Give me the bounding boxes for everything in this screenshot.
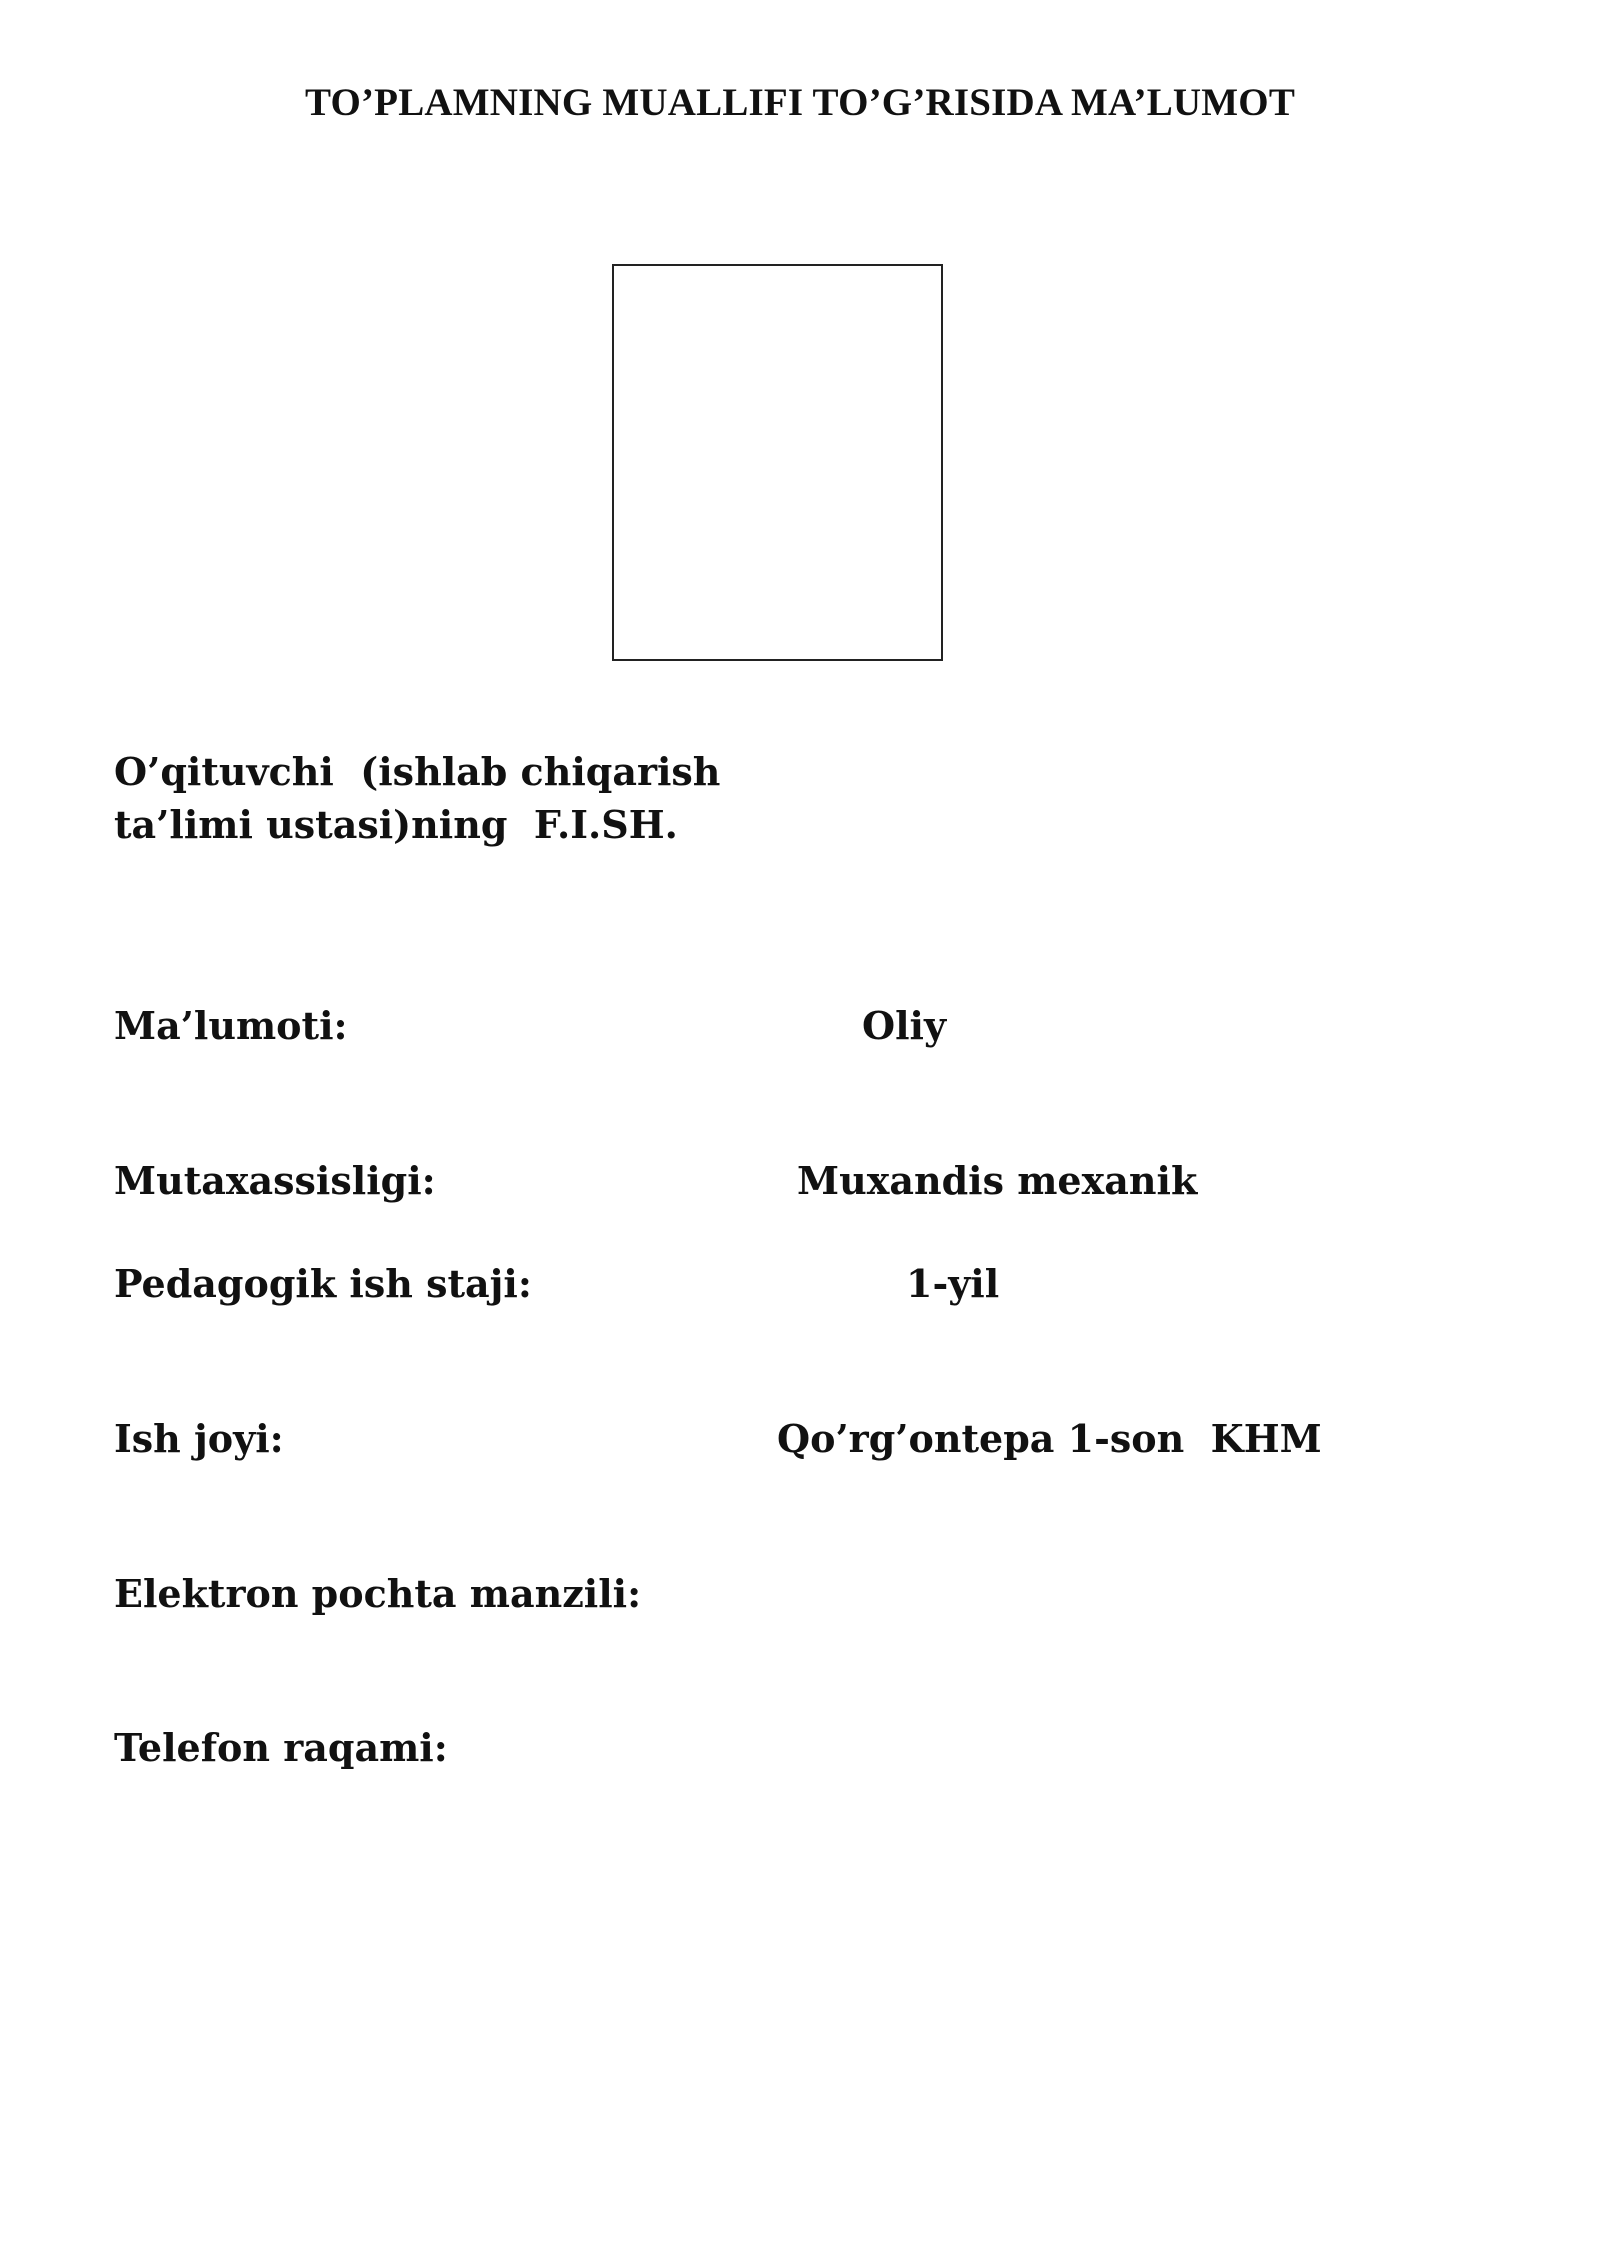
- photo-placeholder: [612, 264, 943, 661]
- experience-value: 1-yil: [906, 1261, 1000, 1306]
- teacher-name-label: [114, 745, 720, 851]
- education-label: Ma’lumoti:: [114, 1003, 348, 1048]
- specialty-label: Mutaxassisligi:: [114, 1158, 436, 1203]
- page-title: TO’PLAMNING MUALLIFI TO’G’RISIDA MA’LUMOT: [304, 81, 1296, 124]
- email-label: Elektron pochta manzili:: [114, 1571, 642, 1616]
- teacher-name-label-line1: O’qituvchi (ishlab chiqarish: [114, 749, 721, 794]
- education-value: Oliy: [862, 1003, 947, 1048]
- workplace-value: Qo’rg’ontepa 1-son KHM: [777, 1416, 1322, 1461]
- specialty-value: Muxandis mexanik: [797, 1158, 1198, 1203]
- experience-label: Pedagogik ish staji:: [114, 1261, 532, 1306]
- workplace-label: Ish joyi:: [114, 1416, 284, 1461]
- phone-label: Telefon raqami:: [114, 1725, 448, 1770]
- teacher-name-label-line2: ta’limi ustasi)ning F.I.SH.: [114, 802, 678, 847]
